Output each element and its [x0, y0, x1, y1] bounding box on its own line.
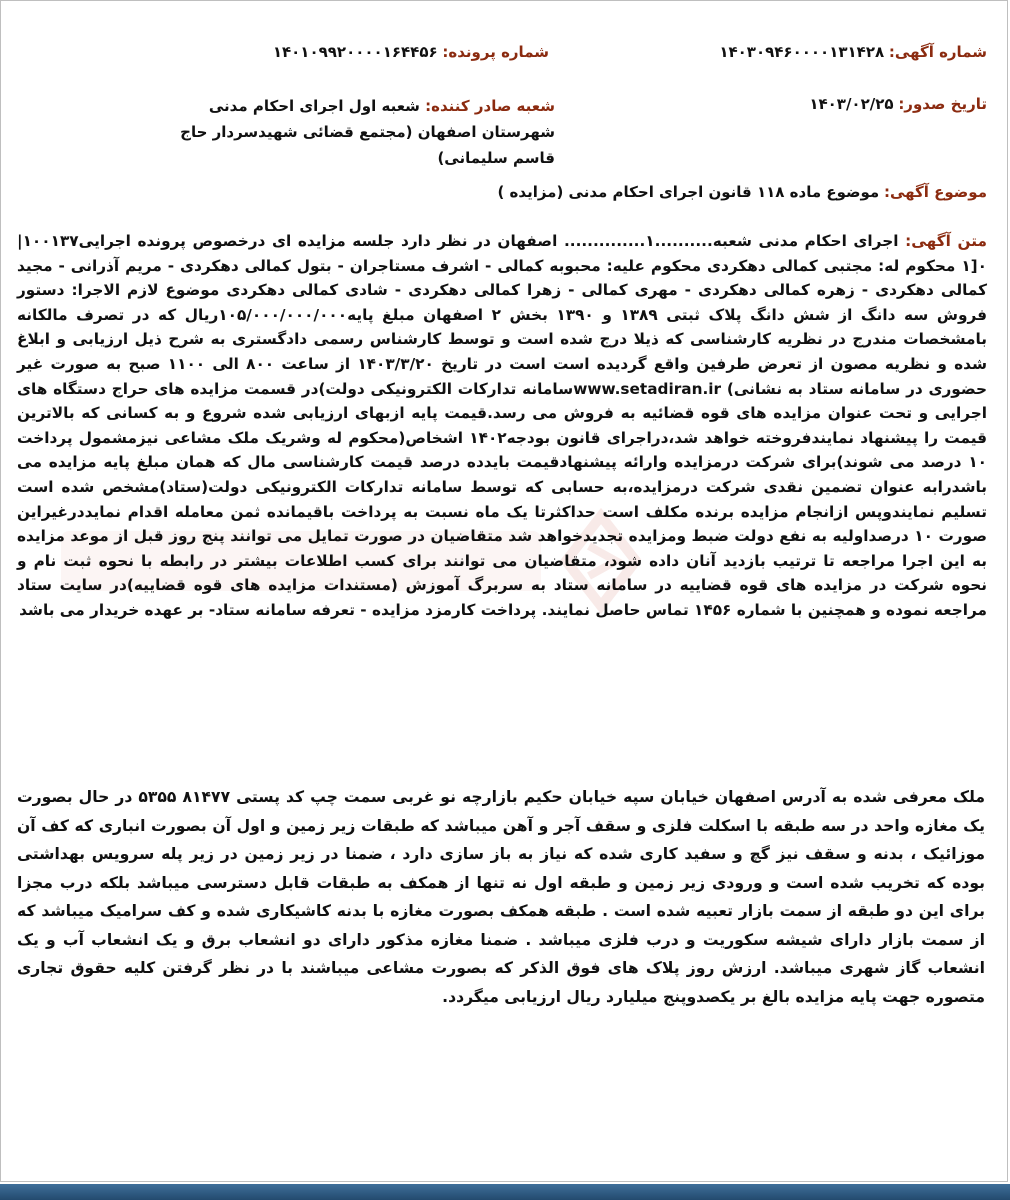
property-description: ملک معرفی شده به آدرس اصفهان خیابان سپه خیابان حکیم بازارچه نو غربی سمت چپ کد پستی ۸۱۴۷۷ ۵۳۵۵ در حال بصورت یک مغازه واحد در سه طبقه با اسکلت فلزی و سقف آجر و آهن میباشد که طبقات زیر زمین و اول آن بصورت انباری که کف آن موزائیک ، بدنه و سقف نیز گچ و سفید کاری شده که نیاز به باز سازی دارد ، ضمنا در زیر زمین در زیر پله سرویس بهداشتی بوده که تخریب شده است و ورودی زیر زمین و طبقه اول نه تنها از همکف به طبقات قابل دسترسی میباشد بلکه درب مجزا برای این دو طبقه از سمت بازار تعبیه شده است . طبقه همکف بصورت مغازه با بدنه کاشیکاری شده و کف سرامیک میباشد که از سمت بازار دارای شیشه سکوریت و درب فلزی میباشد . ضمنا مغازه مذکور دارای دو انشعاب برق و یک انشعاب آب و یک انشعاب گاز شهری میباشد. ارزش روز پلاک های فوق الذکر که بصورت مشاعی میباشند با در نظر گرفتن کلیه حقوق تجاری متصوره جهت پایه مزایده بالغ بر یکصدوپنج میلیارد ریال ارزیابی میگردد. [17, 788, 985, 1006]
window-bottom-bar [0, 1184, 1010, 1200]
file-number [273, 39, 549, 65]
issue-date [809, 91, 987, 117]
notice-body-label: متن آگهی: [905, 232, 987, 250]
issue-date-label: تاریخ صدور: [898, 95, 987, 113]
notice-subject-label: موضوع آگهی: [883, 183, 987, 201]
file-number-label: شماره پرونده: [442, 43, 549, 61]
issuing-branch [135, 93, 555, 171]
notice-subject [497, 179, 987, 205]
issuing-branch-value: شعبه اول اجرای احکام مدنی شهرستان اصفهان (مجتمع قضائی شهیدسردار حاج قاسم سلیمانی) [180, 97, 555, 167]
notice-body [17, 229, 987, 623]
notice-body-text: اجرای احکام مدنی شعبه..........۱.............. اصفهان در نظر دارد جلسه مزایده ای درخصوص پرونده اجرایی۱۰۰۱۳۷|۰[۱ محکوم له: مجتبی کمالی دهکردی محکوم علیه: محبوبه کمالی - اشرف مستاجران - بتول کمالی دهکردی - مریم آذرانی - مجید کمالی دهکردی - زهره کمالی دهکردی - مهری کمالی - زهرا کمالی دهکردی - شادی کمالی دهکردی موضوع لازم الاجرا: دستور فروش سه دانگ از شش دانگ پلاک ثبتی ۱۳۸۹ و ۱۳۹۰ بخش ۲ اصفهان مبلغ پایه۱۰۵/۰۰۰/۰۰۰/۰۰۰ریال که در تصرف مالکانه بامشخصات مندرج در نظریه کارشناسی که ذیلا درج شده است و توسط کارشناس رسمی دادگستری به شرح ذیل ارزیابی و ابلاغ شده و نظریه مصون از تعرض طرفین واقع گردیده است است در تاریخ ۱۴۰۳/۳/۲۰ از ساعت ۸۰۰ الی ۱۱۰۰ صبح به صورت غیر حضوری در سامانه ستاد به نشانی) www.setadiran.irسامانه تدارکات الکترونیکی دولت)در قسمت مزایده های حراج دستگاه های اجرایی و تحت عنوان مزایده های قوه قضائیه به فروش می رسد.قیمت پایه ازبهای ارزیابی شده شروع و به کسانی که بالاترین قیمت را پیشنهاد نمایندفروخته خواهد شد،دراجرای قانون بودجه۱۴۰۲ اشخاص(محکوم له وشریک ملک مشاعی نیزمشمول پرداخت ۱۰ درصد می شوند)برای شرکت درمزایده وارائه پیشنهادقیمت بایدده درصد قیمت کارشناسی مال که همان مبلغ پایه مزایده می باشدرابه عنوان تضمین نقدی شرکت درمزایده،به حسابی که توسط سامانه تدارکات الکترونیکی دولت(ستاد)مشخص شده است تسلیم نمایندوپس ازانجام مزایده برنده مکلف است حداکثرتا یک ماه نسبت به پرداخت باقیمانده ثمن معامله اقدام نمایددرغیراین صورت ۱۰ درصداولیه به نفع دولت ضبط ومزایده تجدیدخواهد شد متقاضیان در صورت تمایل می توانند پنج روز قبل از موعد مزایده به این اجرا مراجعه تا ترتیب بازدید آنان داده شود، متقاضیان می توانند برای کسب اطلاعات بیشتر در رابطه با نحوه ثبت نام و نحوه شرکت در مزایده های قوه قضاییه در سامانه ستاد به سربرگ آموزش (مستندات مزایده های قوه قضاییه)در سایت ستاد مراجعه نموده و همچنین با شماره ۱۴۵۶ تماس حاصل نمایند. پرداخت کارمزد مزایده - تعرفه سامانه ستاد- بر عهده خریدار می باشد [17, 232, 987, 619]
notice-number-value: ۱۴۰۳۰۹۴۶۰۰۰۰۱۳۱۴۲۸ [719, 43, 885, 61]
notice-number-label: شماره آگهی: [888, 43, 987, 61]
file-number-value: ۱۴۰۱۰۹۹۲۰۰۰۰۱۶۴۴۵۶ [272, 43, 438, 61]
notice-subject-value: موضوع ماده ۱۱۸ قانون اجرای احکام مدنی (مزایده ) [497, 183, 880, 201]
notice-number [719, 39, 987, 65]
issue-date-value: ۱۴۰۳/۰۲/۲۵ [809, 95, 894, 113]
issuing-branch-label: شعبه صادر کننده: [425, 97, 555, 115]
